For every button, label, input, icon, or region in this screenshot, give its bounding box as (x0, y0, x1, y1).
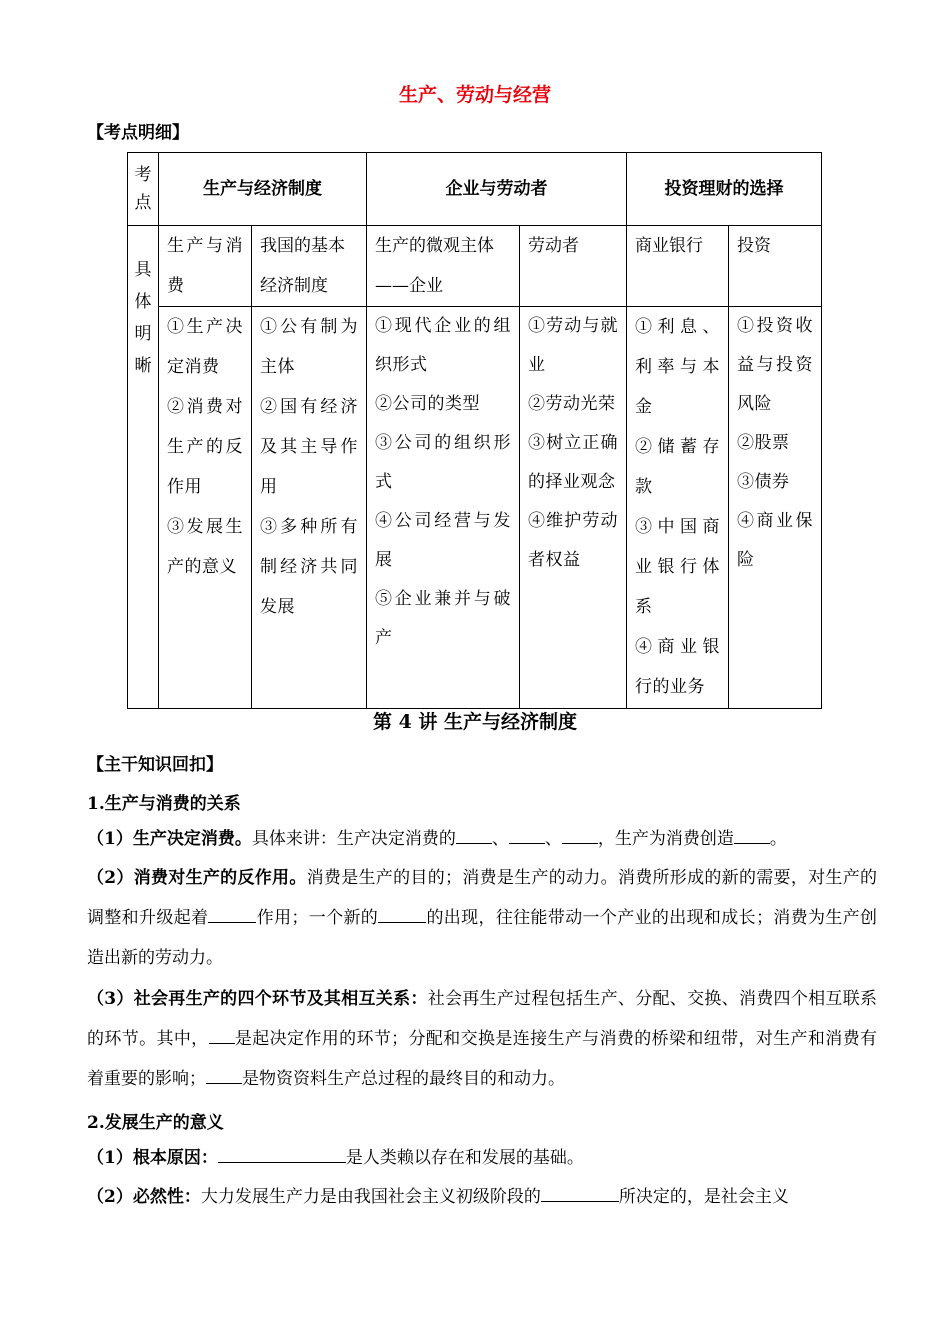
corner-text (128, 161, 158, 217)
exam-points-table (127, 152, 822, 709)
para-text: ，生产为消费创造 (597, 829, 734, 849)
header-production: 生产与经济制度 (159, 153, 367, 226)
corner-label (128, 153, 159, 226)
fill-blank[interactable] (509, 825, 545, 844)
paragraph-4 (87, 1138, 877, 1178)
detail-item: ②储蓄存款 (635, 437, 720, 497)
detail-item: ④公司经营与发展 (375, 511, 511, 570)
fill-blank[interactable] (562, 825, 598, 844)
fill-blank[interactable] (218, 1144, 346, 1163)
detail-item: ④商业银行的业务 (635, 637, 720, 697)
section-label-knowledge: 【主干知识回扣】 (87, 755, 223, 775)
detail-item: ③多种所有制经济共同发展 (260, 517, 358, 617)
subheader-cell: 生产与消费 (159, 226, 252, 307)
para-text: 作用；一个新的 (256, 908, 379, 928)
vertical-char: 明 (134, 324, 152, 344)
detail-cell (520, 307, 627, 709)
para-text: 社会再生产过程包括生产、分配、交换、消费四个相互联系的环节。其中， (87, 989, 878, 1049)
vertical-char: 体 (134, 292, 152, 312)
para-lead: （2）消费对生产的反作用。 (87, 868, 307, 888)
detail-item: ③债券 (737, 472, 790, 492)
para-lead: （1）生产决定消费。 (87, 829, 252, 849)
vertical-char: 晰 (134, 356, 152, 376)
detail-cell (627, 307, 729, 709)
header-investment: 投资理财的选择 (627, 153, 822, 226)
para-text: 是起决定作用的环节；分配和交换是连接生产与消费的桥梁和纽带，对生产和消费有着重要的影响； (87, 1029, 877, 1089)
paragraph-2 (87, 858, 877, 978)
heading-production-significance: 2.发展生产的意义 (87, 1113, 224, 1133)
row-label (128, 226, 159, 709)
paragraph-1 (87, 819, 877, 859)
detail-item: ①生产决定消费 (167, 317, 243, 377)
detail-item: ③公司的组织形式 (375, 433, 511, 492)
section-label-details: 【考点明细】 (87, 123, 189, 143)
para-text: 所决定的，是社会主义 (618, 1187, 789, 1207)
fill-blank[interactable] (208, 904, 256, 923)
fill-blank[interactable] (209, 1025, 235, 1044)
detail-item: ③发展生产的意义 (167, 517, 243, 577)
detail-item: ①现代企业的组织形式 (375, 316, 511, 375)
header-enterprise: 企业与劳动者 (367, 153, 627, 226)
para-text: 是人类赖以存在和发展的基础。 (345, 1148, 584, 1168)
fill-blank[interactable] (456, 825, 492, 844)
subheader-cell: 我国的基本经济制度 (252, 226, 367, 307)
fill-blank[interactable] (734, 825, 770, 844)
detail-cell (367, 307, 520, 709)
para-lead: （3）社会再生产的四个环节及其相互关系： (87, 989, 428, 1009)
para-text: 具体来讲：生产决定消费的 (251, 829, 456, 849)
row-label-text (128, 254, 158, 382)
subheader-cell: 劳动者 (520, 226, 627, 307)
fill-blank[interactable] (206, 1065, 242, 1084)
subheader-cell: 商业银行 (627, 226, 729, 307)
fill-blank[interactable] (541, 1183, 619, 1202)
detail-item: ②消费对生产的反作用 (167, 397, 243, 497)
subheader-cell: 生产的微观主体——企业 (367, 226, 520, 307)
vertical-char: 具 (134, 260, 152, 280)
detail-item: ③中国商业银行体系 (635, 517, 720, 617)
detail-item: ①利息、利率与本金 (635, 317, 720, 417)
detail-cell (252, 307, 367, 709)
detail-item: ④商业保险 (737, 511, 813, 570)
para-text: 、 (491, 829, 509, 849)
para-text: 的出现，往往能带动一个产业的出现和成长；消费为生产创造出新的劳动力。 (87, 908, 878, 968)
para-text: 消费是生产的目的；消费是生产的动力。消费所形成的新的需要，对生产的调整和升级起着 (87, 868, 878, 928)
detail-item: ④维护劳动者权益 (528, 511, 618, 570)
detail-item: ②劳动光荣 (528, 394, 616, 414)
detail-item: ①劳动与就业 (528, 316, 618, 375)
para-lead: （2）必然性： (87, 1187, 201, 1207)
heading-production-consumption: 1.生产与消费的关系 (87, 794, 241, 814)
detail-item: ②公司的类型 (375, 394, 480, 414)
detail-item: ③树立正确的择业观念 (528, 433, 618, 492)
detail-item: ②国有经济及其主导作用 (260, 397, 358, 497)
para-text: 大力发展生产力是由我国社会主义初级阶段的 (200, 1187, 541, 1207)
lecture-title: 第 4 讲 生产与经济制度 (372, 711, 578, 733)
fill-blank[interactable] (378, 904, 426, 923)
detail-item: ⑤企业兼并与破产 (375, 589, 511, 648)
vertical-char: 点 (134, 193, 152, 213)
detail-item: ②股票 (737, 433, 790, 453)
detail-cell (729, 307, 822, 709)
subheader-cell: 投资 (729, 226, 822, 307)
detail-item: ①投资收益与投资风险 (737, 316, 813, 414)
paragraph-3 (87, 979, 877, 1099)
vertical-char: 考 (134, 165, 152, 185)
para-text: 是物资资料生产总过程的最终目的和动力。 (242, 1069, 565, 1089)
detail-cell (159, 307, 252, 709)
para-text: 、 (544, 829, 562, 849)
para-lead: （1）根本原因： (87, 1148, 218, 1168)
document-title: 生产、劳动与经营 (398, 84, 551, 106)
detail-item: ①公有制为主体 (260, 317, 358, 377)
para-text: 。 (769, 829, 787, 849)
paragraph-5 (87, 1177, 877, 1217)
